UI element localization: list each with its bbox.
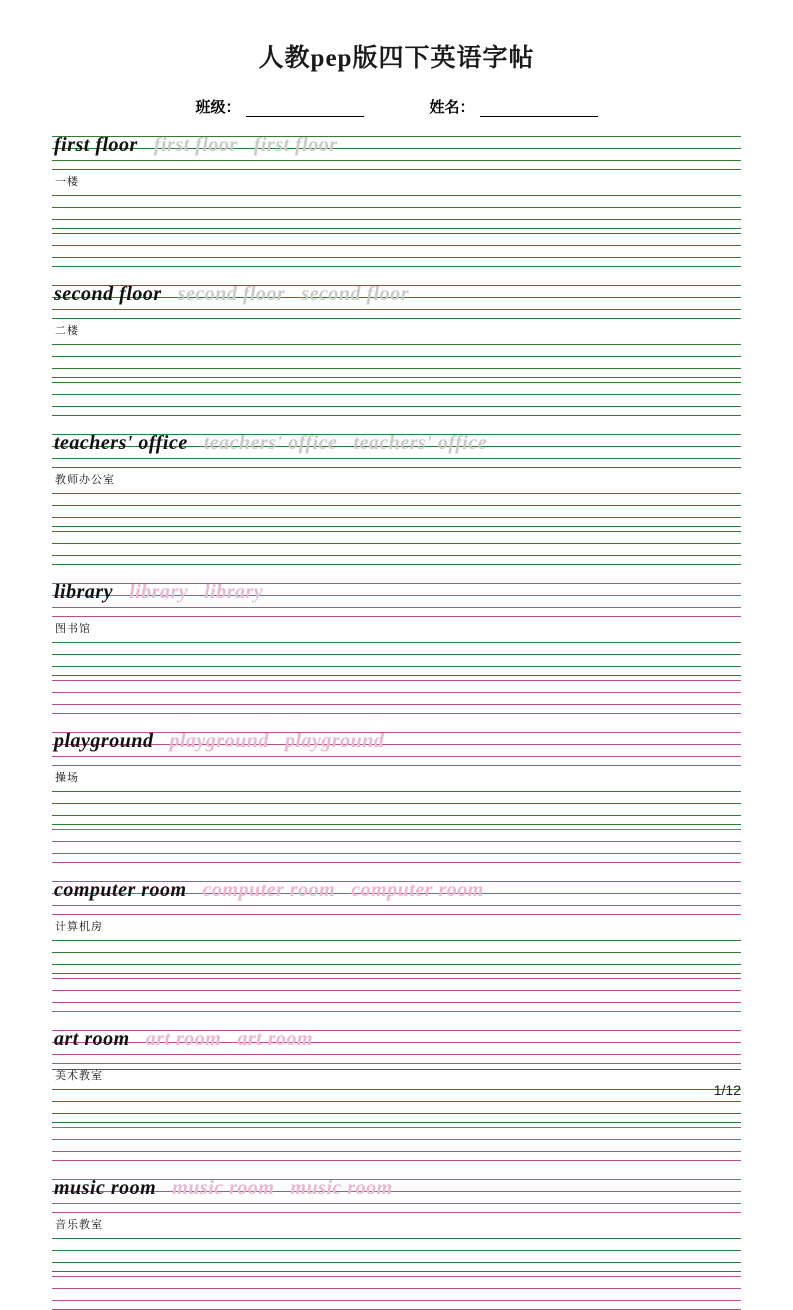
rule-line — [52, 862, 741, 863]
word-trace-1: music room — [172, 1177, 275, 1199]
word-trace-2: music room — [290, 1177, 393, 1199]
rule-line — [52, 1160, 741, 1161]
word-model: teachers' office — [54, 432, 188, 454]
rule-line — [52, 1063, 741, 1064]
rule-line — [52, 1054, 741, 1055]
rule-line — [52, 642, 741, 643]
student-info-row — [52, 96, 741, 117]
word-trace-2: teachers' office — [353, 432, 488, 454]
rule-line — [52, 940, 741, 941]
rule-line — [52, 382, 741, 383]
writing-band[interactable] — [52, 974, 741, 1012]
class-input-blank[interactable] — [246, 101, 364, 117]
practice-block — [52, 579, 741, 714]
rule-line — [52, 555, 741, 556]
word-trace-2: second floor — [301, 283, 410, 305]
translation-text: 美术教室 — [55, 1070, 103, 1082]
rule-line — [52, 914, 741, 915]
rule-line — [52, 493, 741, 494]
word-trace-2: playground — [284, 730, 385, 752]
rule-line — [52, 1288, 741, 1289]
name-label: 姓名： — [429, 100, 475, 116]
class-field — [195, 96, 363, 117]
word-row — [54, 1173, 393, 1203]
practice-block — [52, 1175, 741, 1310]
rule-line — [52, 344, 741, 345]
rule-line — [52, 394, 741, 395]
rule-line — [52, 207, 741, 208]
rule-line — [52, 356, 741, 357]
writing-band[interactable] — [52, 1234, 741, 1272]
rule-line — [52, 1276, 741, 1277]
word-model: second floor — [54, 283, 162, 305]
rule-line — [52, 257, 741, 258]
word-model: art room — [54, 1028, 130, 1050]
rule-line — [52, 692, 741, 693]
class-label: 班级： — [195, 100, 241, 116]
name-field — [430, 96, 598, 117]
rule-line — [52, 1101, 741, 1102]
heading-band — [52, 877, 741, 915]
practice-block — [52, 877, 741, 1012]
rule-line — [52, 713, 741, 714]
rule-line — [52, 543, 741, 544]
word-row — [54, 577, 263, 607]
heading-band — [52, 728, 741, 766]
writing-band[interactable] — [52, 1123, 741, 1161]
heading-band — [52, 132, 741, 170]
rule-line — [52, 219, 741, 220]
rule-line — [52, 1262, 741, 1263]
heading-band — [52, 281, 741, 319]
word-trace-1: art room — [145, 1028, 222, 1050]
rule-line — [52, 1151, 741, 1152]
writing-band[interactable] — [52, 638, 741, 676]
rule-line — [52, 815, 741, 816]
rule-line — [52, 952, 741, 953]
writing-band[interactable] — [52, 527, 741, 565]
heading-band — [52, 430, 741, 468]
translation-text: 音乐教室 — [55, 1219, 103, 1231]
rule-line — [52, 564, 741, 565]
rule-line — [52, 406, 741, 407]
rule-line — [52, 458, 741, 459]
rule-line — [52, 467, 741, 468]
heading-band — [52, 579, 741, 617]
word-trace-2: first floor — [253, 134, 338, 156]
rule-line — [52, 756, 741, 757]
rule-line — [52, 160, 741, 161]
writing-band[interactable] — [52, 676, 741, 714]
rule-line — [52, 233, 741, 234]
rule-line — [52, 704, 741, 705]
word-trace-2: computer room — [351, 879, 484, 901]
writing-band[interactable] — [52, 936, 741, 974]
rule-line — [52, 905, 741, 906]
rule-line — [52, 765, 741, 766]
word-model: first floor — [54, 134, 138, 156]
word-model: computer room — [54, 879, 187, 901]
footer-divider — [52, 1069, 741, 1070]
practice-block — [52, 132, 741, 267]
rule-line — [52, 1139, 741, 1140]
word-row — [54, 428, 487, 458]
word-row — [54, 279, 409, 309]
rule-line — [52, 990, 741, 991]
translation-text: 教师办公室 — [55, 474, 115, 486]
practice-block — [52, 281, 741, 416]
word-row — [54, 875, 484, 905]
rule-line — [52, 803, 741, 804]
rule-line — [52, 309, 741, 310]
rule-line — [52, 964, 741, 965]
rule-line — [52, 169, 741, 170]
writing-band[interactable] — [52, 340, 741, 378]
rule-line — [52, 266, 741, 267]
rule-line — [52, 368, 741, 369]
word-trace-1: second floor — [177, 283, 286, 305]
page-title: 人教pep版四下英语字帖 — [258, 45, 535, 72]
name-input-blank[interactable] — [480, 101, 598, 117]
heading-band — [52, 1026, 741, 1064]
rule-line — [52, 853, 741, 854]
rule-line — [52, 1250, 741, 1251]
word-trace-2: art room — [237, 1028, 314, 1050]
rule-line — [52, 680, 741, 681]
rule-line — [52, 654, 741, 655]
word-model: playground — [54, 730, 154, 752]
translation-text: 计算机房 — [55, 921, 103, 933]
page-number: 1/12 — [713, 1082, 741, 1098]
translation-text: 二楼 — [55, 325, 79, 337]
writing-band[interactable] — [52, 1085, 741, 1123]
writing-band[interactable] — [52, 378, 741, 416]
writing-band[interactable] — [52, 787, 741, 825]
practice-sheet — [52, 132, 741, 1310]
rule-line — [52, 666, 741, 667]
rule-line — [52, 318, 741, 319]
word-trace-1: library — [129, 581, 189, 603]
practice-block — [52, 728, 741, 863]
word-model: music room — [54, 1177, 157, 1199]
rule-line — [52, 841, 741, 842]
rule-line — [52, 1127, 741, 1128]
rule-line — [52, 1002, 741, 1003]
rule-line — [52, 415, 741, 416]
rule-line — [52, 517, 741, 518]
word-model: library — [54, 581, 114, 603]
writing-band[interactable] — [52, 825, 741, 863]
rule-line — [52, 1203, 741, 1204]
rule-line — [52, 607, 741, 608]
rule-line — [52, 616, 741, 617]
translation-text: 图书馆 — [55, 623, 91, 635]
rule-line — [52, 531, 741, 532]
rule-line — [52, 1089, 741, 1090]
practice-block — [52, 430, 741, 565]
rule-line — [52, 1238, 741, 1239]
writing-band[interactable] — [52, 191, 741, 229]
rule-line — [52, 245, 741, 246]
word-trace-1: teachers' office — [203, 432, 338, 454]
rule-line — [52, 978, 741, 979]
rule-line — [52, 1113, 741, 1114]
practice-block — [52, 1026, 741, 1161]
heading-band — [52, 1175, 741, 1213]
writing-band[interactable] — [52, 489, 741, 527]
writing-band[interactable] — [52, 229, 741, 267]
word-trace-2: library — [204, 581, 264, 603]
word-row — [54, 1024, 313, 1054]
rule-line — [52, 195, 741, 196]
word-row — [54, 130, 338, 160]
word-trace-1: first floor — [153, 134, 238, 156]
translation-text: 操场 — [55, 772, 79, 784]
word-trace-1: computer room — [202, 879, 336, 901]
rule-line — [52, 1011, 741, 1012]
writing-band[interactable] — [52, 1272, 741, 1310]
translation-text: 一楼 — [55, 176, 79, 188]
rule-line — [52, 1212, 741, 1213]
word-row — [54, 726, 384, 756]
rule-line — [52, 829, 741, 830]
rule-line — [52, 505, 741, 506]
word-trace-1: playground — [169, 730, 269, 752]
rule-line — [52, 791, 741, 792]
rule-line — [52, 1300, 741, 1301]
